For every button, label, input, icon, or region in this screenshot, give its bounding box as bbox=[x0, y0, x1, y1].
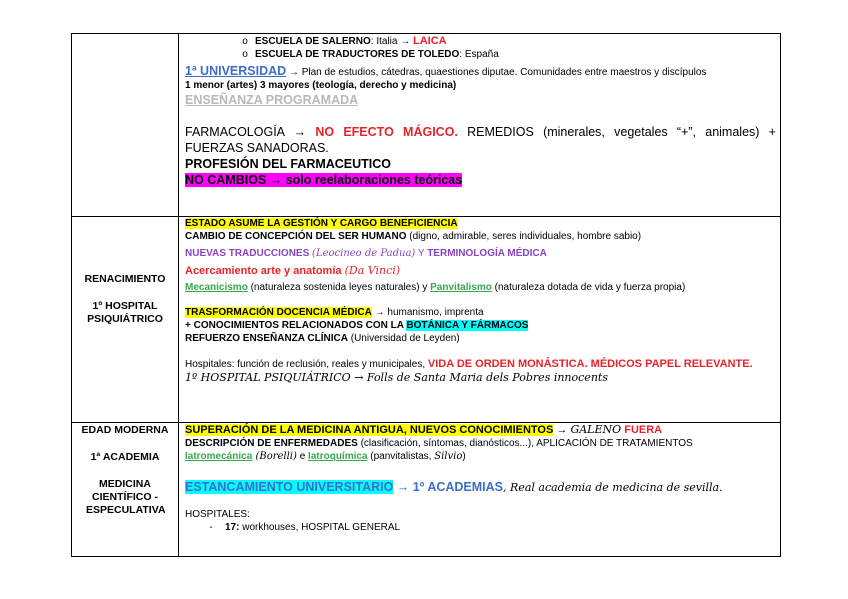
profesion-farmaceutico: PROFESIÓN DEL FARMACEUTICO bbox=[185, 157, 392, 171]
menor-mayores-line: 1 menor (artes) 3 mayores (teología, derecho y medicina) bbox=[185, 80, 457, 91]
dash-bullet-icon: - bbox=[209, 522, 213, 533]
estancamiento-line: ESTANCAMIENTO UNIVERSITARIO → 1º ACADEMIAS, Real academia de medicina de sevilla. bbox=[185, 480, 723, 494]
mecanicismo-line: Mecanicismo (naturaleza sostenida leyes naturales) y Panvitalismo (naturaleza dotada de vida y fuerza propia) bbox=[185, 282, 686, 293]
conocimientos-line: + CONOCIMIENTOS RELACIONADOS CON LA BOTÁNICA Y FÁRMACOS bbox=[185, 320, 529, 331]
arte-anatomia-line: Acercamiento arte y anatomía (Da Vinci) bbox=[185, 264, 401, 277]
estado-line: ESTADO ASUME LA GESTIÓN Y CARGO BENEFICIENCIA bbox=[185, 218, 458, 229]
circle-bullet-icon: o bbox=[242, 36, 248, 47]
universidad-paragraph: 1ª UNIVERSIDAD → Plan de estudios, cátedras, quaestiones diputae. Comunidades entre maestros y discípulos bbox=[185, 64, 707, 78]
docencia-line: TRASFORMACIÓN DOCENCIA MÉDICA → humanismo, imprenta bbox=[185, 307, 484, 318]
hospitales-paragraph: Hospitales: función de reclusión, reales y municipales, VIDA DE ORDEN MONÁSTICA. MÉDICOS PAPEL RELEVANTE. bbox=[185, 358, 753, 370]
iatro-line: Iatromecánica (Borelli) e Iatroquímica (panvitalistas, Silvio) bbox=[185, 451, 466, 462]
hospitales-heading: HOSPITALES: bbox=[185, 509, 250, 520]
row-content bbox=[179, 34, 781, 217]
list-item-17: - 17: workhouses, HOSPITAL GENERAL bbox=[185, 521, 776, 534]
table-row-edad-moderna bbox=[72, 423, 781, 557]
farmacologia-paragraph: FARMACOLOGÍA → NO EFECTO MÁGICO. REMEDIOS (minerales, vegetales “+”, animales) + FUERZAS SANADORAS. bbox=[185, 125, 776, 155]
table-row-renacimiento bbox=[72, 217, 781, 423]
table-row-edad-media bbox=[72, 34, 781, 217]
no-cambios-line: NO CAMBIOS → solo reelaboraciones teóricas bbox=[185, 173, 463, 187]
circle-bullet-icon: o bbox=[242, 49, 248, 60]
row-label-renacimiento: RENACIMIENTO 1º HOSPITAL PSIQUIÁTRICO bbox=[72, 217, 179, 423]
ensenanza-programada: ENSEÑANZA PROGRAMADA bbox=[185, 93, 359, 107]
cambio-line: CAMBIO DE CONCEPCIÓN DEL SER HUMANO (digno, admirable, seres individuales, hombre sabio) bbox=[185, 231, 642, 242]
row-content bbox=[179, 423, 781, 557]
row-label-edad-moderna: EDAD MODERNA 1ª ACADEMIA MEDICINA CIENTÍFICO - ESPECULATIVA bbox=[72, 423, 179, 557]
descripcion-line: DESCRIPCIÓN DE ENFERMEDADES (clasificación, síntomas, dianósticos...), APLICACIÓN DE TRATAMIENTOS bbox=[185, 438, 693, 449]
list-item-toledo: o ESCUELA DE TRADUCTORES DE TOLEDO: España bbox=[185, 48, 776, 61]
superacion-line: SUPERACIÓN DE LA MEDICINA ANTIGUA, NUEVOS CONOCIMIENTOS → GALENO FUERA bbox=[185, 423, 663, 436]
row-label-empty bbox=[72, 34, 179, 217]
list-item-salerno: o ESCUELA DE SALERNO: Italia → LAICA bbox=[185, 34, 776, 48]
history-table bbox=[71, 33, 781, 557]
hospital-psiquiatrico-line: 1º HOSPITAL PSIQUIÁTRICO → Folls de Santa Maria dels Pobres innocents bbox=[185, 371, 608, 384]
refuerzo-line: REFUERZO ENSEÑANZA CLÍNICA (Universidad de Leyden) bbox=[185, 333, 460, 344]
traducciones-line: NUEVAS TRADUCCIONES (Leocineo de Padua) Y TERMINOLOGÍA MÉDICA bbox=[185, 248, 547, 259]
row-content bbox=[179, 217, 781, 423]
